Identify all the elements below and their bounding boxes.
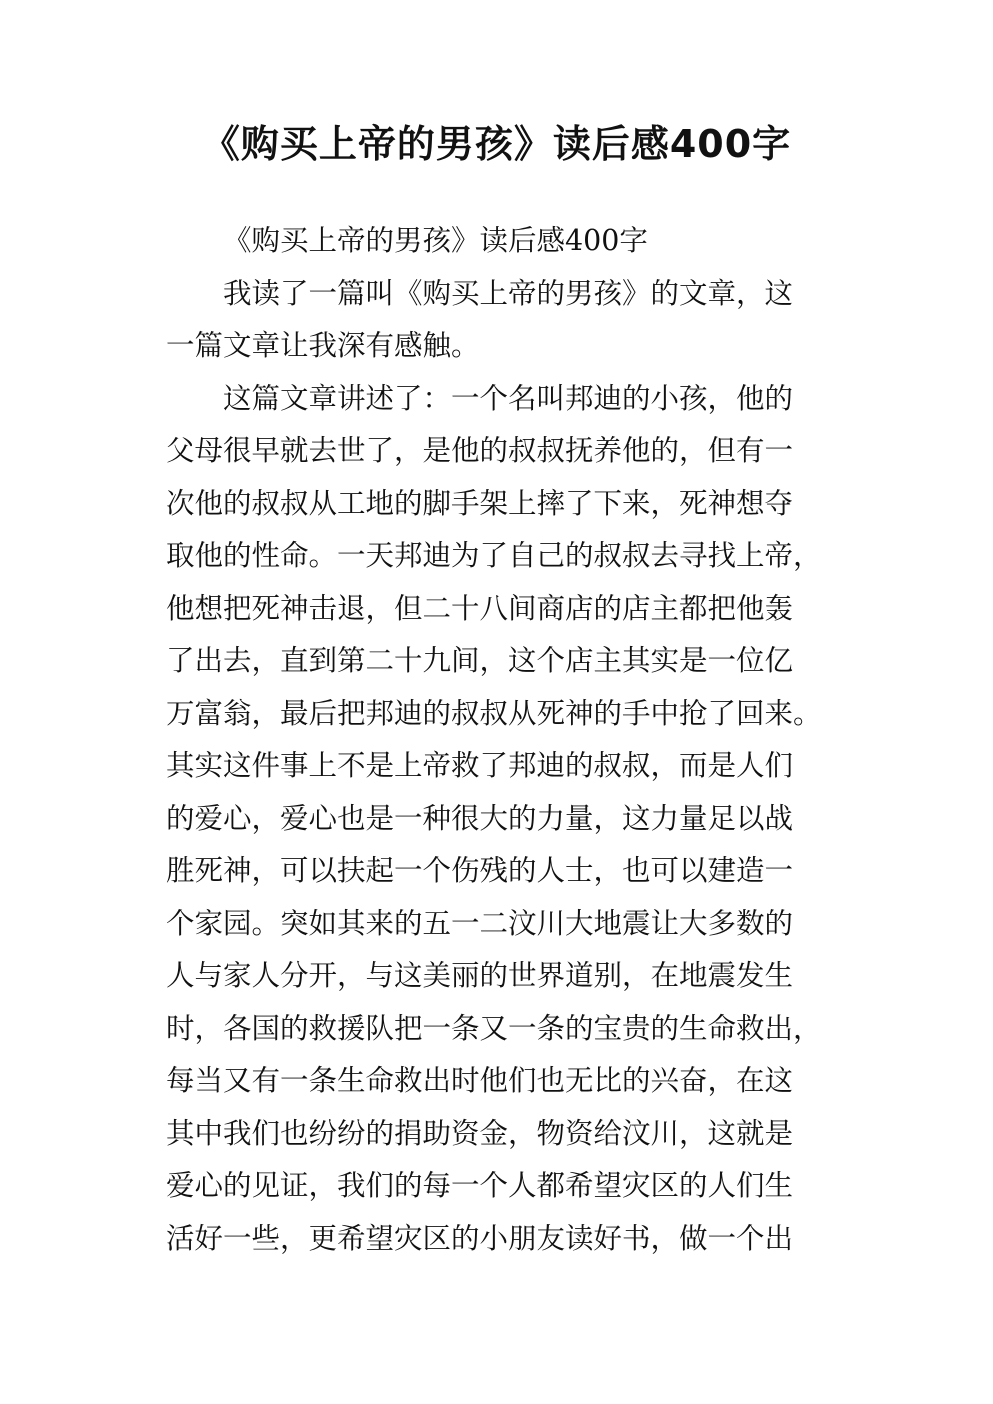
- paragraph: [166, 373, 830, 426]
- paragraph-subtitle: [166, 215, 830, 268]
- text-line: 每当又有一条生命救出时他们也无比的兴奋，在这: [166, 1064, 794, 1097]
- text-line: 爱心的见证，我们的每一个人都希望灾区的人们生: [166, 1169, 794, 1202]
- text-line: 取他的性命。一天邦迪为了自己的叔叔去寻找上帝，: [166, 539, 822, 572]
- document-title: 《购买上帝的男孩》读后感400字: [201, 122, 792, 166]
- text-line: 其中我们也纷纷的捐助资金，物资给汶川，这就是: [166, 1116, 794, 1150]
- document-body: [166, 215, 830, 1265]
- text-line: 人与家人分开，与这美丽的世界道别，在地震发生: [166, 959, 794, 992]
- text-line: 一篇文章让我深有感触。: [166, 329, 480, 362]
- text-line: 这篇文章讲述了：一个名叫邦迪的小孩，他的: [223, 381, 794, 415]
- paragraph-continuation: [166, 320, 830, 373]
- text-line: 父母很早就去世了，是他的叔叔抚养他的，但有一: [166, 434, 794, 467]
- text-line: 个家园。突如其来的五一二汶川大地震让大多数的: [166, 906, 794, 940]
- paragraph-continuation: [166, 425, 830, 1265]
- text-line: 我读了一篇叫《购买上帝的男孩》的文章，这: [223, 276, 794, 310]
- text-line: 了出去，直到第二十九间，这个店主其实是一位亿: [166, 644, 794, 677]
- text-line: 《购买上帝的男孩》读后感400字: [223, 224, 648, 257]
- text-line: 次他的叔叔从工地的脚手架上摔了下来，死神想夺: [166, 486, 794, 520]
- text-line: 他想把死神击退，但二十八间商店的店主都把他轰: [166, 591, 794, 625]
- text-line: 万富翁，最后把邦迪的叔叔从死神的手中抢了回来。: [166, 696, 822, 730]
- text-line: 时，各国的救援队把一条又一条的宝贵的生命救出，: [166, 1011, 822, 1045]
- text-line: 的爱心，爱心也是一种很大的力量，这力量足以战: [166, 801, 794, 835]
- text-line: 活好一些，更希望灾区的小朋友读好书，做一个出: [166, 1221, 794, 1255]
- text-line: 其实这件事上不是上帝救了邦迪的叔叔，而是人们: [166, 749, 794, 782]
- paragraph: [166, 268, 830, 321]
- text-line: 胜死神，可以扶起一个伤残的人士，也可以建造一: [166, 854, 794, 887]
